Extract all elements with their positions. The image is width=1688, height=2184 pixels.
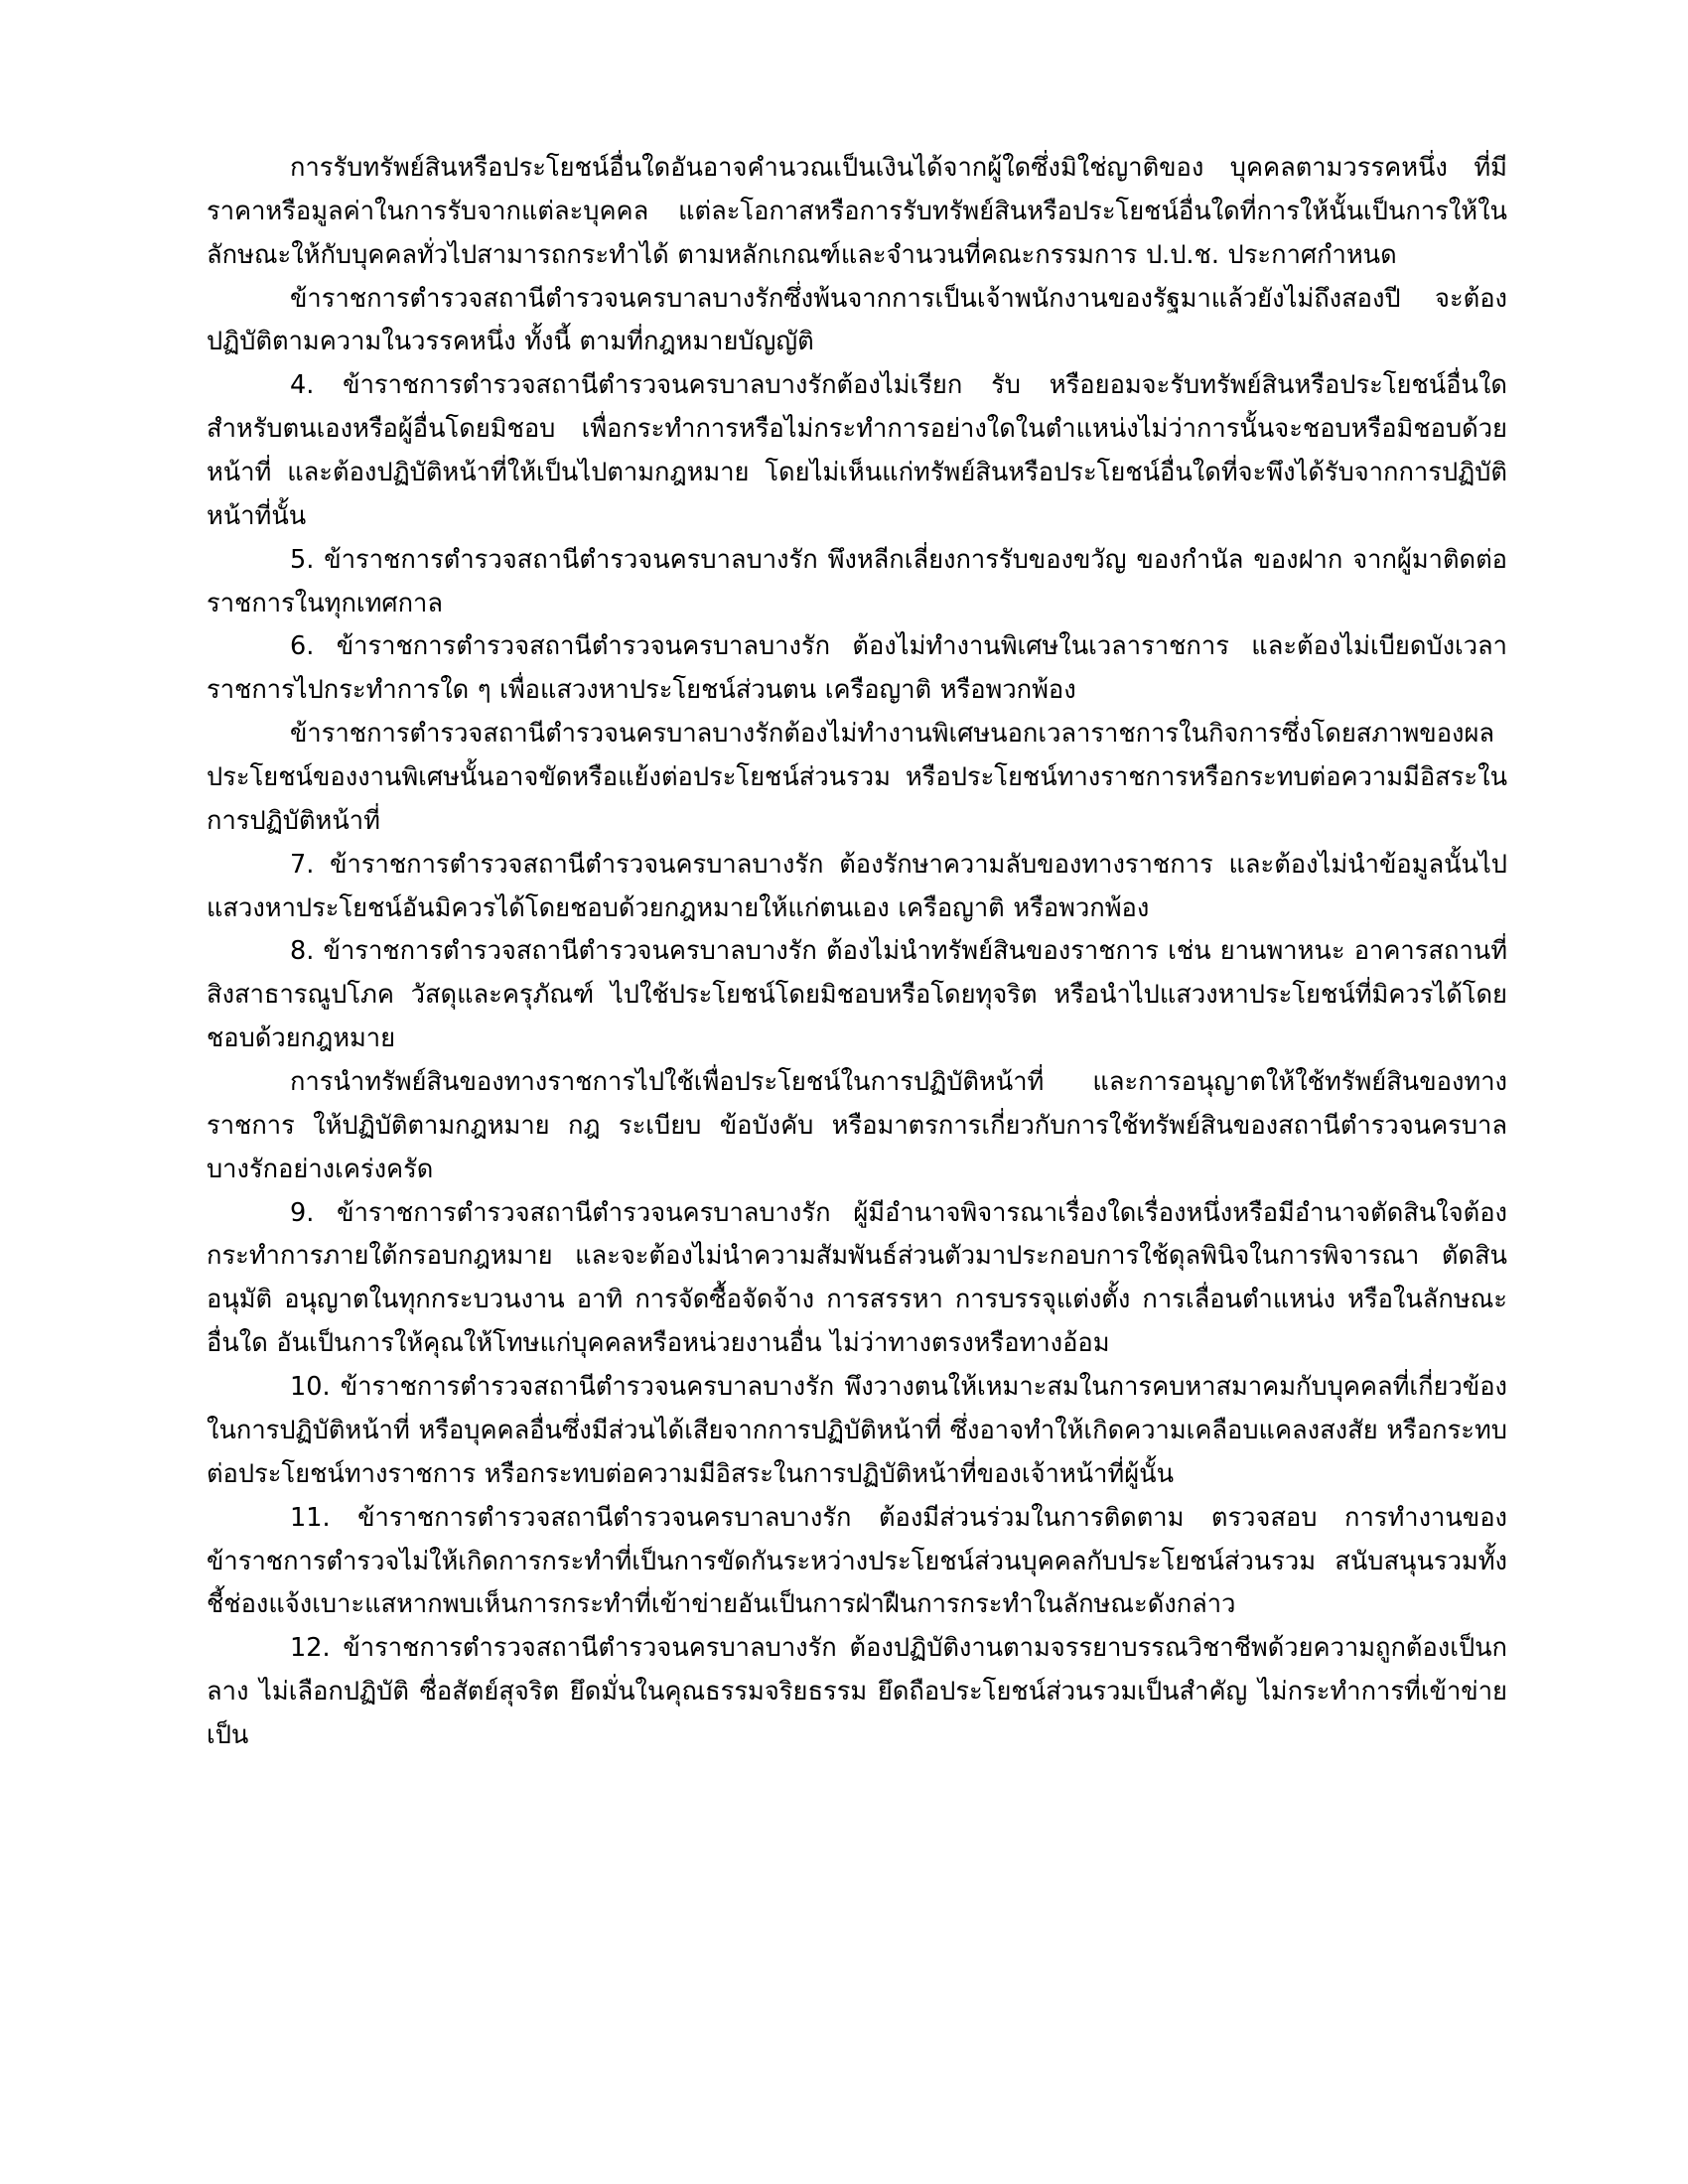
paragraph: 5. ข้าราชการตำรวจสถานีตำรวจนครบาลบางรัก พึงหลีกเลี่ยงการรับของขวัญ ของกำนัล ของฝาก จากผู้มาติดต่อราชการในทุกเทศกาล (207, 544, 1507, 618)
paragraph: 12. ข้าราชการตำรวจสถานีตำรวจนครบาลบางรัก ต้องปฏิบัติงานตามจรรยาบรรณวิชาชีพด้วยความถูกต้องเป็นกลาง ไม่เลือกปฏิบัติ ซื่อสัตย์สุจริต ยึดมั่นในคุณธรรมจริยธรรม ยึดถือประโยชน์ส่วนรวมเป็นสำคัญ ไม่กระทำการที่เข้าข่ายเป็น (207, 1633, 1507, 1750)
paragraph: 4. ข้าราชการตำรวจสถานีตำรวจนครบาลบางรักต้องไม่เรียก รับ หรือยอมจะรับทรัพย์สินหรือประโยชน์อื่นใดสำหรับตนเองหรือผู้อื่นโดยมิชอบ เพื่อกระทำการหรือไม่กระทำการอย่างใดในตำแหน่งไม่ว่าการนั้นจะชอบหรือมิชอบด้วยหน้าที่ และต้องปฏิบัติหน้าที่ให้เป็นไปตามกฎหมาย โดยไม่เห็นแก่ทรัพย์สินหรือประโยชน์อื่นใดที่จะพึงได้รับจากการปฏิบัติหน้าที่นั้น (207, 370, 1507, 531)
paragraph: การนำทรัพย์สินของทางราชการไปใช้เพื่อประโยชน์ในการปฏิบัติหน้าที่ และการอนุญาตให้ใช้ทรัพย์สินของทางราชการ ให้ปฏิบัติตามกฎหมาย กฎ ระเบียบ ข้อบังคับ หรือมาตรการเกี่ยวกับการใช้ทรัพย์สินของสถานีตำรวจนครบาลบางรักอย่างเคร่งครัด (207, 1067, 1507, 1184)
paragraph: 6. ข้าราชการตำรวจสถานีตำรวจนครบาลบางรัก ต้องไม่ทำงานพิเศษในเวลาราชการ และต้องไม่เบียดบังเวลาราชการไปกระทำการใด ๆ เพื่อแสวงหาประโยชน์ส่วนตน เครือญาติ หรือพวกพ้อง (207, 631, 1507, 706)
paragraph: 11. ข้าราชการตำรวจสถานีตำรวจนครบาลบางรัก ต้องมีส่วนร่วมในการติดตาม ตรวจสอบ การทำงานของข้าราชการตำรวจไม่ให้เกิดการกระทำที่เป็นการขัดกันระหว่างประโยชน์ส่วนบุคคลกับประโยชน์ส่วนรวม สนับสนุนรวมทั้งชี้ช่องแจ้งเบาะแสหากพบเห็นการกระทำที่เข้าข่ายอันเป็นการฝ่าฝืนการกระทำในลักษณะดังกล่าว (207, 1502, 1507, 1620)
paragraph: ข้าราชการตำรวจสถานีตำรวจนครบาลบางรักต้องไม่ทำงานพิเศษนอกเวลาราชการในกิจการซึ่งโดยสภาพของผลประโยชน์ของงานพิเศษนั้นอาจขัดหรือแย้งต่อประโยชน์ส่วนรวม หรือประโยชน์ทางราชการหรือกระทบต่อความมีอิสระในการปฏิบัติหน้าที่ (207, 719, 1507, 836)
paragraph: 9. ข้าราชการตำรวจสถานีตำรวจนครบาลบางรัก ผู้มีอำนาจพิจารณาเรื่องใดเรื่องหนึ่งหรือมีอำนาจตัดสินใจต้องกระทำการภายใต้กรอบกฎหมาย และจะต้องไม่นำความสัมพันธ์ส่วนตัวมาประกอบการใช้ดุลพินิจในการพิจารณา ตัดสิน อนุมัติ อนุญาตในทุกกระบวนงาน อาทิ การจัดซื้อจัดจ้าง การสรรหา การบรรจุแต่งตั้ง การเลื่อนตำแหน่ง หรือในลักษณะอื่นใด อันเป็นการให้คุณให้โทษแก่บุคคลหรือหน่วยงานอื่น ไม่ว่าทางตรงหรือทางอ้อม (207, 1197, 1507, 1359)
paragraph: 10. ข้าราชการตำรวจสถานีตำรวจนครบาลบางรัก พึงวางตนให้เหมาะสมในการคบหาสมาคมกับบุคคลที่เกี่ยวข้องในการปฏิบัติหน้าที่ หรือบุคคลอื่นซึ่งมีส่วนได้เสียจากการปฏิบัติหน้าที่ ซึ่งอาจทำให้เกิดความเคลือบแคลงสงสัย หรือกระทบต่อประโยชน์ทางราชการ หรือกระทบต่อความมีอิสระในการปฏิบัติหน้าที่ของเจ้าหน้าที่ผู้นั้น (207, 1372, 1507, 1489)
paragraph: การรับทรัพย์สินหรือประโยชน์อื่นใดอันอาจคำนวณเป็นเงินได้จากผู้ใดซึ่งมิใช่ญาติของ บุคคลตามวรรคหนึ่ง ที่มีราคาหรือมูลค่าในการรับจากแต่ละบุคคล แต่ละโอกาสหรือการรับทรัพย์สินหรือประโยชน์อื่นใดที่การให้นั้นเป็นการให้ในลักษณะให้กับบุคคลทั่วไปสามารถกระทำได้ ตามหลักเกณฑ์และจำนวนที่คณะกรรมการ ป.ป.ช. ประกาศกำหนด (207, 153, 1507, 270)
document-body (207, 147, 1507, 1758)
paragraph: 7. ข้าราชการตำรวจสถานีตำรวจนครบาลบางรัก ต้องรักษาความลับของทางราชการ และต้องไม่นำข้อมูลนั้นไปแสวงหาประโยชน์อันมิควรได้โดยชอบด้วยกฎหมายให้แก่ตนเอง เครือญาติ หรือพวกพ้อง (207, 849, 1507, 923)
paragraph: ข้าราชการตำรวจสถานีตำรวจนครบาลบางรักซึ่งพ้นจากการเป็นเจ้าพนักงานของรัฐมาแล้วยังไม่ถึงสองปี จะต้องปฏิบัติตามความในวรรคหนึ่ง ทั้งนี้ ตามที่กฎหมายบัญญัติ (207, 283, 1507, 357)
paragraph: 8. ข้าราชการตำรวจสถานีตำรวจนครบาลบางรัก ต้องไม่นำทรัพย์สินของราชการ เช่น ยานพาหนะ อาคารสถานที่ สิงสาธารณูปโภค วัสดุและครุภัณฑ์ ไปใช้ประโยชน์โดยมิชอบหรือโดยทุจริต หรือนำไปแสวงหาประโยชน์ที่มิควรได้โดยชอบด้วยกฎหมาย (207, 936, 1507, 1054)
